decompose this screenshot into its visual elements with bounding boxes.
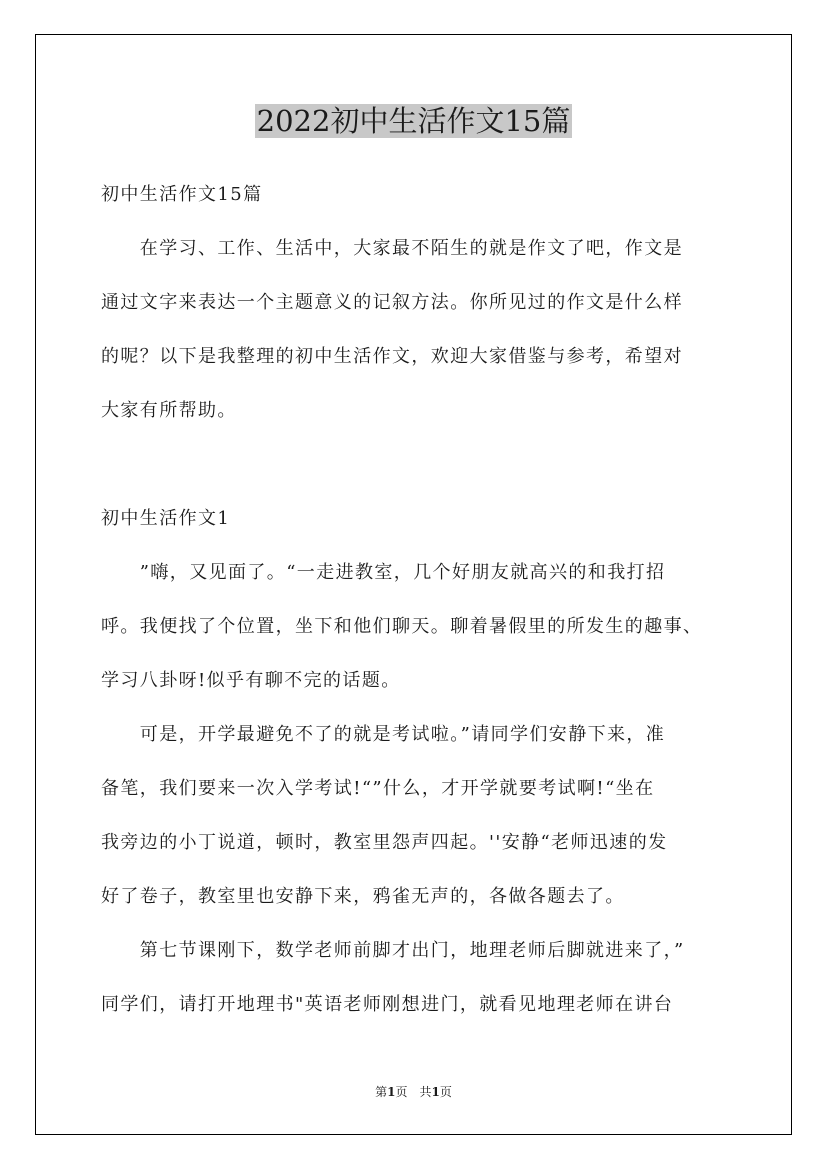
intro-line: 通过文字来表达一个主题意义的记叙方法。你所见过的作文是什么样 [101,292,683,313]
body-line: 第七节课刚下，数学老师前脚才出门，地理老师后脚就进来了，” [101,940,685,961]
body-line: 呼。我便找了个位置，坐下和他们聊天。聊着暑假里的所发生的趣事、 [101,616,703,637]
footer-page-total: 1 [431,1085,440,1099]
body-line: 备笔，我们要来一次入学考试!“”什么，才开学就要考试啊!“坐在 [101,778,655,799]
body-line: 我旁边的小丁说道，顿时，教室里怨声四起。''安静“老师迅速的发 [101,832,668,853]
document-subtitle: 初中生活作文15篇 [101,184,263,205]
section-heading: 初中生活作文1 [101,508,231,529]
footer-page-current: 1 [387,1085,396,1099]
body-line: 学习八卦呀!似乎有聊不完的话题。 [101,670,401,691]
page-footer [0,1084,827,1100]
body-line: ”嗨，又见面了。“一走进教室，几个好朋友就高兴的和我打招 [101,562,666,583]
body-line: 好了卷子，教室里也安静下来，鸦雀无声的，各做各题去了。 [101,886,625,907]
intro-line: 在学习、工作、生活中，大家最不陌生的就是作文了吧，作文是 [101,238,683,259]
footer-page-mid: 页 共 [395,1085,432,1099]
footer-page-prefix: 第 [375,1085,388,1099]
intro-line: 大家有所帮助。 [101,400,237,421]
intro-line: 的呢？以下是我整理的初中生活作文，欢迎大家借鉴与参考，希望对 [101,346,683,367]
body-line: 可是，开学最避免不了的就是考试啦。”请同学们安静下来，准 [101,724,666,745]
document-title [0,101,827,141]
footer-page-suffix: 页 [439,1085,452,1099]
document-title-text: 2022初中生活作文15篇 [256,104,571,138]
body-line: 同学们，请打开地理书"英语老师刚想进门，就看见地理老师在讲台 [101,994,674,1015]
